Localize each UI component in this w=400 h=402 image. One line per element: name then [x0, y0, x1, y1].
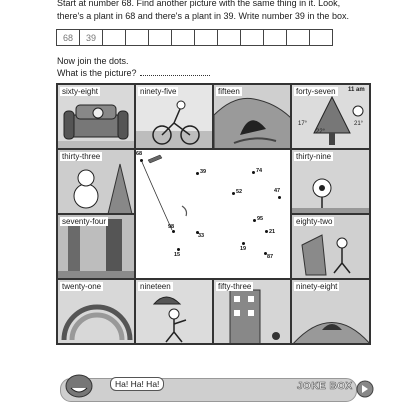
dot-number: 33 [198, 233, 205, 239]
intro-line-1: Start at number 68. Find another picture with the same thing in it. Look, [57, 0, 341, 8]
intro-line-2: there's a plant in 68 and there's a plant in 39. Write number 39 in the box. [57, 11, 349, 21]
cell-label: seventy-four [62, 217, 107, 226]
cell-forty-seven [291, 84, 370, 149]
answer-box[interactable] [125, 29, 149, 46]
answer-boxes [57, 29, 333, 46]
joke-box-badge-icon [356, 380, 374, 398]
dot-number: 68 [136, 151, 143, 157]
answer-box[interactable] [171, 29, 195, 46]
answer-box[interactable]: 68 [56, 29, 80, 46]
answer-box[interactable] [217, 29, 241, 46]
cell-nineteen [135, 279, 213, 344]
instructions [57, 55, 210, 79]
dot[interactable] [177, 248, 180, 251]
cell-label: twenty-one [62, 282, 102, 291]
dot-number: 98 [168, 224, 175, 230]
cell-fifty-three [213, 279, 291, 344]
temperature-label: 17° [298, 121, 308, 127]
answer-box[interactable] [309, 29, 333, 46]
dot[interactable] [252, 171, 255, 174]
cell-ninety-five [135, 84, 213, 149]
cell-ninety-eight [291, 279, 370, 344]
answer-box[interactable] [286, 29, 310, 46]
cell-label: forty-seven [296, 87, 336, 96]
joke-box-title: JOKE BOX [297, 381, 353, 392]
dot[interactable] [265, 230, 268, 233]
intro-text [57, 0, 377, 23]
answer-box[interactable] [148, 29, 172, 46]
dot[interactable] [232, 192, 235, 195]
dot[interactable] [278, 196, 281, 199]
instruction-join: Now join the dots. [57, 56, 129, 66]
cell-sixty-eight [57, 84, 135, 149]
cell-label: fifteen [218, 87, 240, 96]
dot[interactable] [242, 242, 245, 245]
cell-label: nineteen [140, 282, 171, 291]
temperature-label: 22° [316, 129, 326, 135]
cell-label: thirty-three [62, 152, 101, 161]
temperature-label: 21° [354, 121, 364, 127]
cell-thirty-three [57, 149, 135, 214]
speech-bubble: Ha! Ha! Ha! [110, 377, 164, 391]
dot-number: 19 [240, 246, 247, 252]
answer-box[interactable] [240, 29, 264, 46]
dot-number: 52 [236, 189, 243, 195]
answer-line[interactable] [140, 67, 210, 76]
dot-number: 15 [174, 252, 181, 258]
answer-box[interactable] [263, 29, 287, 46]
dot-number: 87 [267, 254, 274, 260]
answer-box[interactable]: 39 [79, 29, 103, 46]
clock-label: 11 am [348, 87, 365, 93]
instruction-question: What is the picture? [57, 67, 210, 79]
cell-label: ninety-eight [296, 282, 338, 291]
answer-box[interactable] [102, 29, 126, 46]
dot-number: 74 [256, 168, 263, 174]
cell-label: eighty-two [296, 217, 333, 226]
dot[interactable] [253, 219, 256, 222]
cell-fifteen [213, 84, 291, 149]
cell-label: sixty-eight [62, 87, 99, 96]
answer-box[interactable] [194, 29, 218, 46]
laughing-face-icon [64, 372, 94, 400]
dot-number: 21 [269, 229, 276, 235]
dot[interactable] [172, 230, 175, 233]
dot-to-dot-area[interactable] [135, 149, 291, 279]
dot[interactable] [196, 172, 199, 175]
cell-thirty-nine [291, 149, 370, 214]
cell-twenty-one [57, 279, 135, 344]
cell-eighty-two [291, 214, 370, 279]
cell-label: thirty-nine [296, 152, 332, 161]
picture-grid [56, 83, 371, 345]
cell-label: fifty-three [218, 282, 252, 291]
dot-number: 95 [257, 216, 264, 222]
cell-label: ninety-five [140, 87, 177, 96]
dot[interactable] [140, 159, 143, 162]
dot-number: 47 [274, 188, 281, 194]
pencil-line [136, 150, 292, 280]
cell-seventy-four [57, 214, 135, 279]
dot-number: 39 [200, 169, 207, 175]
